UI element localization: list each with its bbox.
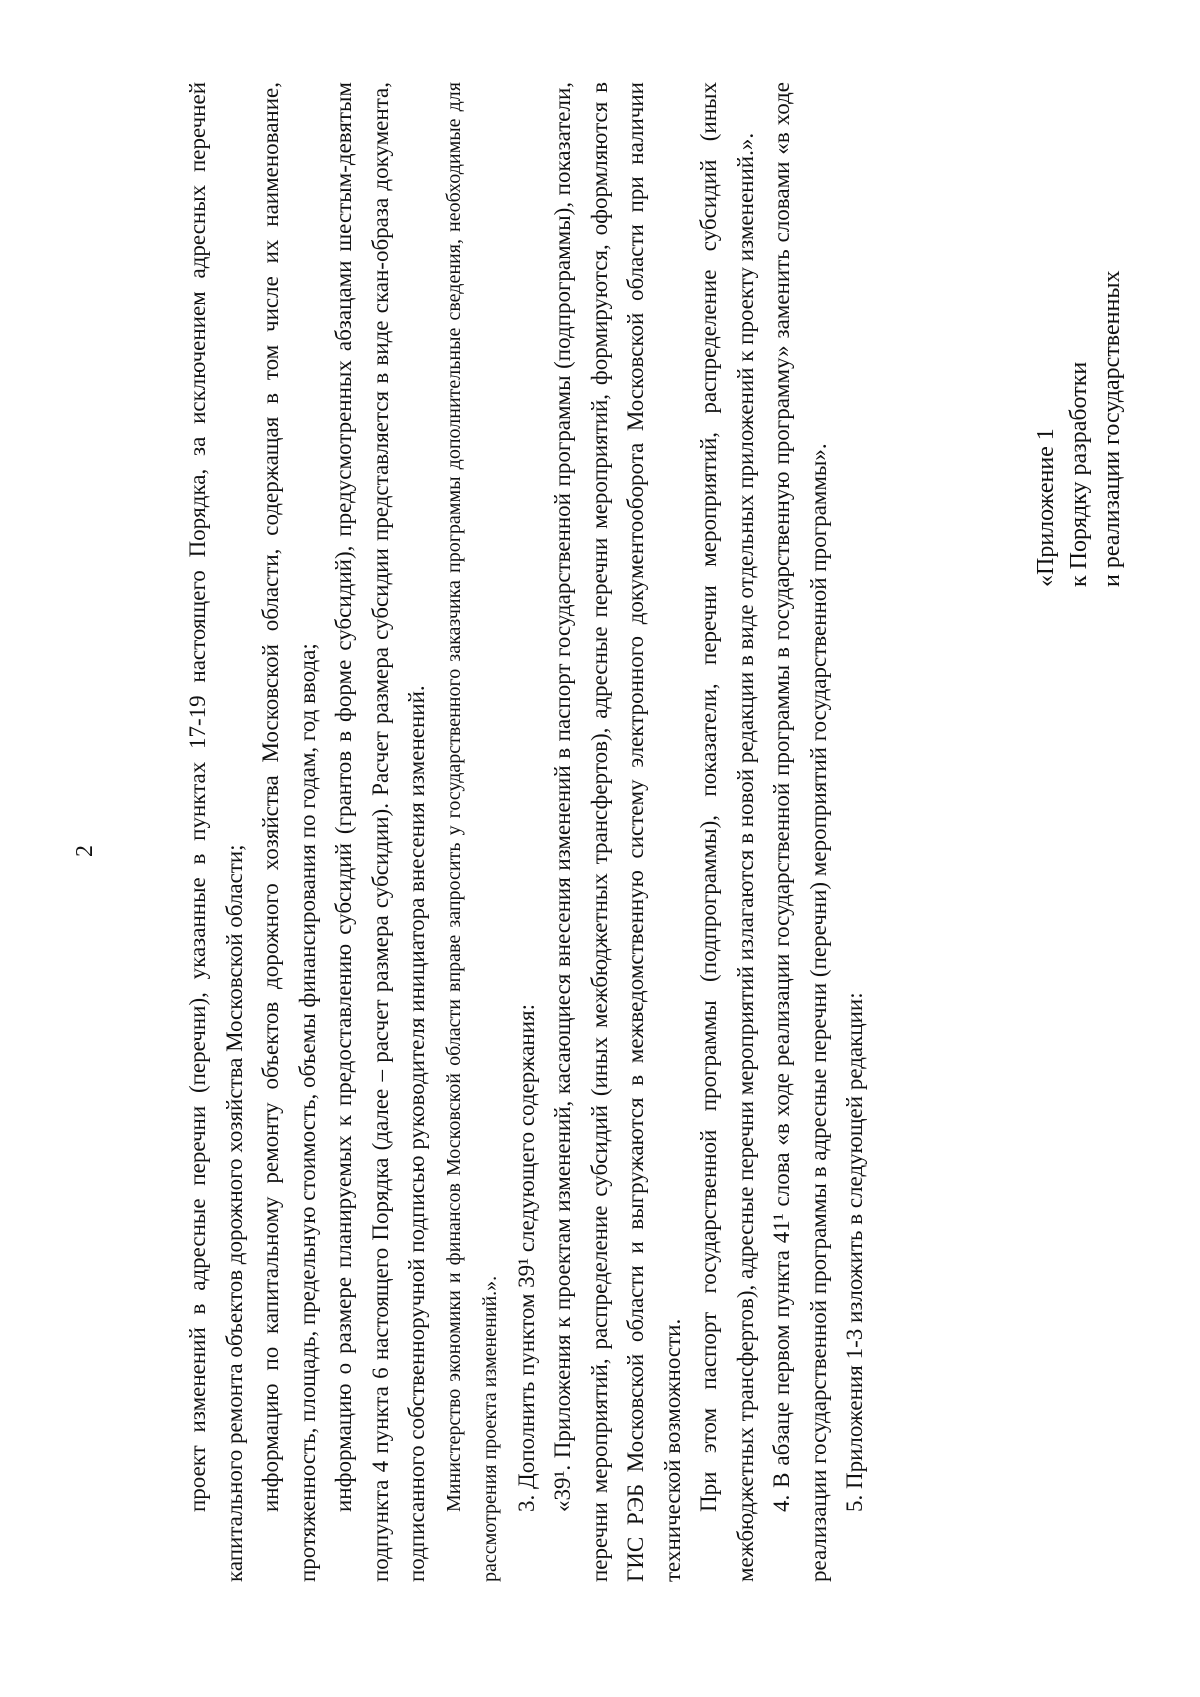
- document-body: [180, 82, 874, 1582]
- appendix-line-1: «Приложение 1: [1033, 428, 1059, 587]
- paragraph-7: При этом паспорт государственной программы (подпрограммы), показатели, перечни мероприятий, распределение субсидий (иных межбюджетных трансфертов), адресные перечни мероприятий излагаются в новой редакции в виде отдельных приложений к проекту изменений.».: [696, 82, 758, 1582]
- paragraph-4: Министерство экономики и финансов Московской области вправе запросить у государственного заказчика программы дополнительные сведения, необходимые для рассмотрения проекта изменений.».: [442, 82, 501, 1582]
- appendix-line-3: и реализации государственных: [1099, 270, 1125, 587]
- paragraph-1: проект изменений в адресные перечни (перечни), указанные в пунктах 17-19 настоящего Порядка, за исключением адресных перечней капитального ремонта объектов дорожного хозяйства Московской области;: [185, 82, 247, 1582]
- paragraph-8: 4. В абзаце первом пункта 41¹ слова «в ходе реализации государственной программы в государственную программу» заменить словами «в ходе реализации государственной программы в адресные перечни (перечни) мероприятий государственной программы».: [769, 82, 831, 1582]
- appendix-header: [1030, 271, 1129, 587]
- paragraph-6: «39¹. Приложения к проектам изменений, касающиеся внесения изменений в паспорт государственной программы (подпрограммы), показатели, перечни мероприятий, распределение субсидий (иных межбюджетных трансфертов), адресные перечни мероприятий, формируются, оформляются в ГИС РЭБ Московской области и выгружаются в межведомственную систему электронного документооборота Московской области при наличии технической возможности.: [550, 82, 685, 1582]
- paragraph-3: информацию о размере планируемых к предоставлению субсидий (грантов в форме субсидий), предусмотренных абзацами шестым-девятым подпункта 4 пункта 6 настоящего Порядка (далее – расчет размера субсидии). Расчет размера субсидии представляется в виде скан-образа документа, подписанного собственноручной подписью руководителя инициатора внесения изменений.: [331, 82, 429, 1582]
- page-number: 2: [72, 845, 98, 857]
- appendix-line-2: к Порядку разработки: [1066, 361, 1092, 587]
- paragraph-9: 5. Приложения 1-3 изложить в следующей редакции:: [842, 992, 867, 1512]
- paragraph-5: 3. Дополнить пунктом 39¹ следующего содержания:: [513, 1004, 539, 1512]
- paragraph-2: информацию по капитальному ремонту объектов дорожного хозяйства Московской области, содержащая в том числе их наименование, протяженность, площадь, предельную стоимость, объемы финансирования по годам, год ввода;: [258, 82, 320, 1582]
